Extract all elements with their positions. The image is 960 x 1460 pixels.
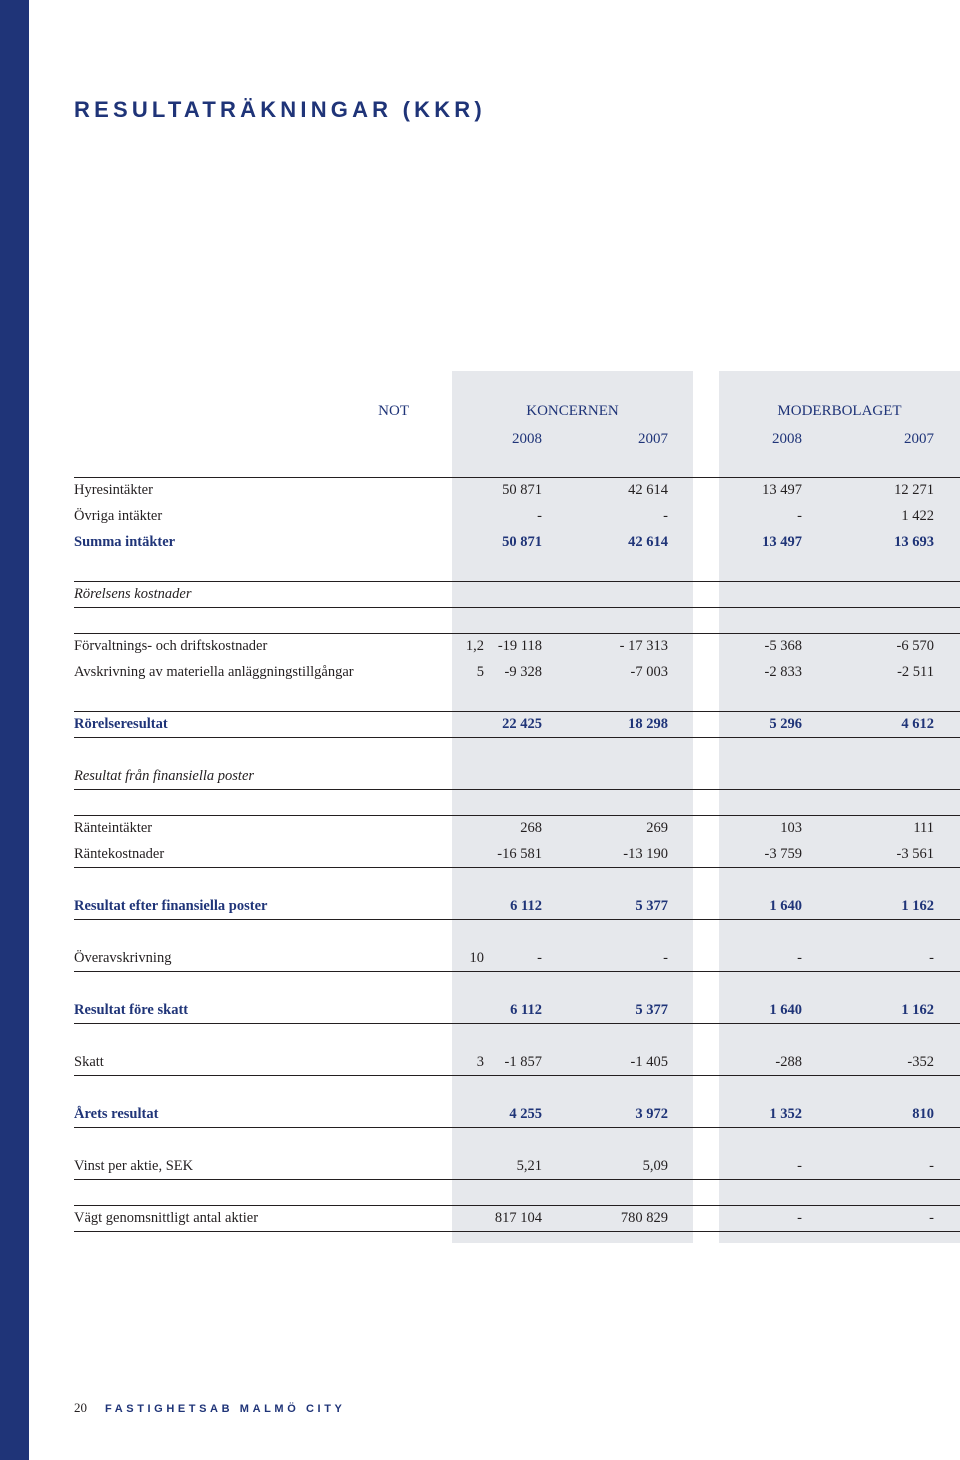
row-label: Resultat från finansiella poster — [74, 768, 255, 784]
row-value: - — [537, 508, 542, 524]
row-label: Rörelsens kostnader — [74, 586, 192, 602]
row-value: 5 296 — [769, 716, 802, 732]
row-value: - — [929, 950, 934, 966]
row-value: 1 162 — [901, 1002, 934, 1018]
table-row — [74, 763, 960, 789]
row-value: 1 352 — [769, 1106, 802, 1122]
header-year-koncernen-2008: 2008 — [512, 431, 542, 447]
row-value: 780 829 — [620, 1210, 668, 1226]
row-note: 3 — [476, 1054, 484, 1070]
table-row — [74, 1101, 960, 1127]
row-value: 817 104 — [494, 1210, 542, 1226]
row-value: 103 — [780, 820, 802, 836]
row-value: -3 759 — [764, 846, 802, 862]
row-value: - — [663, 950, 668, 966]
row-value: - — [797, 1158, 802, 1174]
row-value: 42 614 — [628, 534, 668, 550]
row-value: 42 614 — [628, 482, 668, 498]
header-year-moderbolaget-2008: 2008 — [772, 431, 802, 447]
row-value: -3 561 — [896, 846, 934, 862]
header-koncernen: KONCERNEN — [526, 403, 619, 419]
row-value: 50 871 — [502, 482, 542, 498]
row-divider — [74, 919, 960, 920]
row-divider — [74, 1127, 960, 1128]
table-row — [74, 529, 960, 555]
row-divider — [74, 607, 960, 608]
table-row — [74, 659, 960, 685]
row-value: -1 857 — [504, 1054, 542, 1070]
row-value: 5,21 — [516, 1158, 542, 1174]
row-value: 12 271 — [894, 482, 934, 498]
page-footer — [74, 1399, 345, 1417]
row-label: Vägt genomsnittligt antal aktier — [74, 1210, 259, 1226]
row-value: -13 190 — [623, 846, 668, 862]
header-moderbolaget: MODERBOLAGET — [777, 403, 902, 419]
row-value: -19 118 — [497, 638, 542, 654]
row-divider — [74, 867, 960, 868]
row-divider — [74, 1231, 960, 1232]
row-divider — [74, 789, 960, 790]
row-value: -9 328 — [504, 664, 542, 680]
header-year-koncernen-2007: 2007 — [638, 431, 668, 447]
row-value: 50 871 — [502, 534, 542, 550]
row-value: -5 368 — [764, 638, 802, 654]
row-value: -1 405 — [630, 1054, 668, 1070]
row-value: 4 612 — [901, 716, 934, 732]
row-value: 4 255 — [509, 1106, 542, 1122]
table-row — [74, 477, 960, 503]
row-label: Övriga intäkter — [74, 508, 163, 524]
row-value: 13 497 — [762, 534, 802, 550]
row-divider — [74, 971, 960, 972]
table-row — [74, 997, 960, 1023]
row-value: 22 425 — [502, 716, 542, 732]
row-value: -16 581 — [497, 846, 542, 862]
row-label: Räntekostnader — [74, 846, 165, 862]
row-note: 5 — [476, 664, 484, 680]
row-label: Hyresintäkter — [74, 482, 153, 498]
row-value: 3 972 — [635, 1106, 668, 1122]
table-row — [74, 841, 960, 867]
row-value: 13 497 — [762, 482, 802, 498]
row-note: 1,2 — [465, 638, 484, 654]
header-year-moderbolaget-2007: 2007 — [904, 431, 934, 447]
row-label: Vinst per aktie, SEK — [74, 1158, 194, 1174]
row-label: Resultat efter finansiella poster — [74, 898, 268, 914]
side-bar — [0, 0, 29, 1460]
row-value: 269 — [646, 820, 668, 836]
row-value: 111 — [913, 820, 934, 836]
row-value: - — [797, 950, 802, 966]
row-divider — [74, 1075, 960, 1076]
page-number: 20 — [74, 1400, 87, 1415]
row-value: - — [929, 1158, 934, 1174]
row-value: - — [929, 1210, 934, 1226]
table-row — [74, 1049, 960, 1075]
table-row — [74, 1205, 960, 1231]
row-label: Årets resultat — [74, 1106, 159, 1122]
row-value: -352 — [907, 1054, 934, 1070]
row-value: 1 422 — [901, 508, 934, 524]
row-value: -6 570 — [896, 638, 934, 654]
row-value: -2 833 — [764, 664, 802, 680]
row-value: 5,09 — [642, 1158, 668, 1174]
row-value: 6 112 — [510, 898, 542, 914]
row-value: 18 298 — [628, 716, 668, 732]
row-value: 5 377 — [635, 1002, 668, 1018]
company-name: FASTIGHETSAB MALMÖ CITY — [105, 1403, 346, 1415]
row-label: Resultat före skatt — [74, 1002, 189, 1018]
row-label: Ränteintäkter — [74, 820, 153, 836]
row-label: Överavskrivning — [74, 950, 172, 966]
table-row — [74, 893, 960, 919]
row-value: -7 003 — [630, 664, 668, 680]
row-divider — [74, 1023, 960, 1024]
header-not: NOT — [378, 403, 409, 419]
table-row — [74, 633, 960, 659]
table-row — [74, 711, 960, 737]
row-divider — [74, 737, 960, 738]
row-value: 1 640 — [769, 898, 802, 914]
row-value: 5 377 — [635, 898, 668, 914]
row-note: 10 — [469, 950, 484, 966]
table-row — [74, 1153, 960, 1179]
table-row — [74, 815, 960, 841]
row-value: 268 — [520, 820, 542, 836]
table-row — [74, 945, 960, 971]
table-row — [74, 581, 960, 607]
row-label: Summa intäkter — [74, 534, 176, 550]
row-value: - — [797, 508, 802, 524]
row-divider — [74, 1179, 960, 1180]
row-value: - — [537, 950, 542, 966]
row-value: -288 — [775, 1054, 802, 1070]
row-label: Förvaltnings- och driftskostnader — [74, 638, 268, 654]
row-label: Rörelseresultat — [74, 716, 168, 732]
row-value: 1 162 — [901, 898, 934, 914]
row-value: 1 640 — [769, 1002, 802, 1018]
row-value: 13 693 — [894, 534, 934, 550]
row-label: Avskrivning av materiella anläggningstillgångar — [74, 664, 354, 680]
row-label: Skatt — [74, 1054, 104, 1070]
row-value: -2 511 — [897, 664, 934, 680]
row-value: - — [663, 508, 668, 524]
page-title: RESULTATRÄKNINGAR (KKR) — [74, 97, 486, 122]
table-row — [74, 503, 960, 529]
row-value: 6 112 — [510, 1002, 542, 1018]
row-value: 810 — [912, 1106, 934, 1122]
row-value: - 17 313 — [619, 638, 668, 654]
row-value: - — [797, 1210, 802, 1226]
